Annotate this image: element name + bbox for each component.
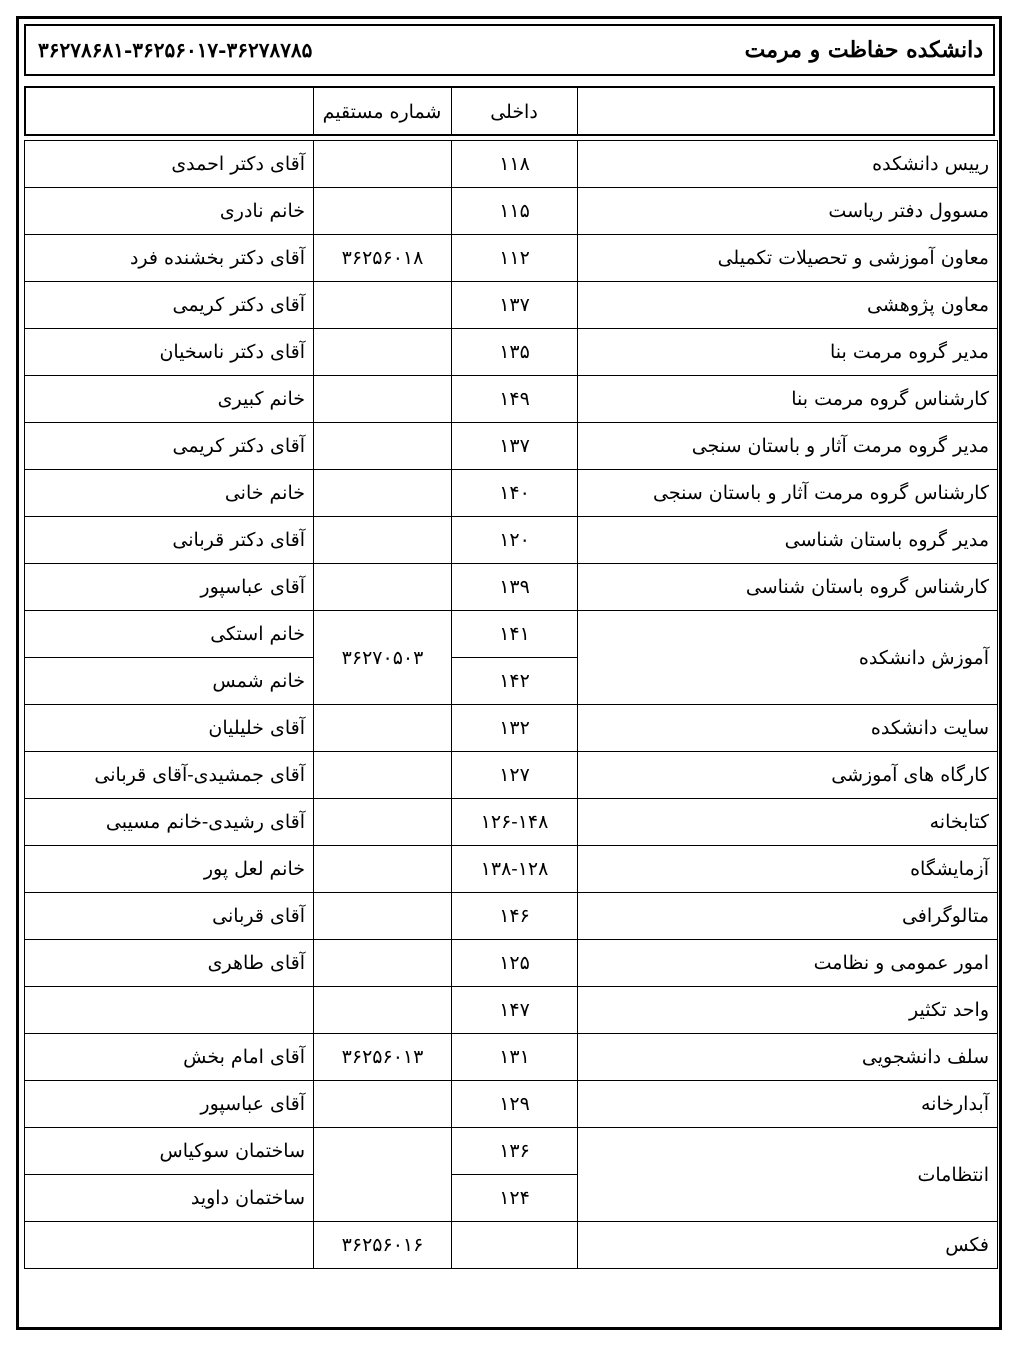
extension-cell: ۱۲۰	[452, 517, 578, 564]
table-row	[25, 564, 998, 611]
extension-cell: ۱۳۷	[452, 423, 578, 470]
table-row	[25, 940, 998, 987]
unit-cell: آبدارخانه	[578, 1081, 998, 1128]
header-person	[26, 88, 313, 136]
person-cell: آقای دکتر ناسخیان	[25, 329, 314, 376]
person-cell: آقای قربانی	[25, 893, 314, 940]
extension-cell: ۱۱۸	[452, 141, 578, 188]
table-row	[25, 329, 998, 376]
extension-cell: ۱۳۲	[452, 705, 578, 752]
direct-number-cell	[314, 846, 452, 893]
extension-cell: ۱۲۵	[452, 940, 578, 987]
person-cell: خانم استکی	[25, 611, 314, 658]
direct-number-cell	[314, 282, 452, 329]
unit-cell: کتابخانه	[578, 799, 998, 846]
direct-number-cell	[314, 329, 452, 376]
direct-number-cell	[314, 893, 452, 940]
direct-number-cell	[314, 752, 452, 799]
extension-cell: ۱۴۱	[452, 611, 578, 658]
table-row	[25, 752, 998, 799]
table-row	[25, 846, 998, 893]
extension-cell: ۱۳۵	[452, 329, 578, 376]
table-row	[25, 611, 998, 658]
extension-cell: ۱۲۷	[452, 752, 578, 799]
direct-number-cell	[314, 564, 452, 611]
extension-cell: ۱۴۰	[452, 470, 578, 517]
extension-cell: ۱۱۵	[452, 188, 578, 235]
faculty-name: دانشکده حفاظت و مرمت	[744, 37, 983, 63]
table-row	[25, 799, 998, 846]
table-row	[25, 1081, 998, 1128]
extension-cell: ۱۴۷	[452, 987, 578, 1034]
person-cell: آقای عباسپور	[25, 564, 314, 611]
direct-number-cell	[314, 705, 452, 752]
direct-number-cell	[314, 1081, 452, 1128]
direct-number-cell: ۳۶۲۵۶۰۱۳	[314, 1034, 452, 1081]
table-row	[25, 1222, 998, 1269]
person-cell: خانم نادری	[25, 188, 314, 235]
unit-cell: معاون آموزشی و تحصیلات تکمیلی	[578, 235, 998, 282]
phone-directory-table	[24, 140, 998, 1269]
unit-cell: مدیر گروه مرمت بنا	[578, 329, 998, 376]
unit-cell: انتظامات	[578, 1128, 998, 1222]
person-cell: آقای دکتر کریمی	[25, 282, 314, 329]
extension-cell: ۱۲۶-۱۴۸	[452, 799, 578, 846]
direct-number-cell	[314, 470, 452, 517]
unit-cell: سلف دانشجویی	[578, 1034, 998, 1081]
table-row	[25, 1034, 998, 1081]
person-cell: آقای خلیلیان	[25, 705, 314, 752]
extension-cell: ۱۳۶	[452, 1128, 578, 1175]
person-cell: آقای جمشیدی-آقای قربانی	[25, 752, 314, 799]
direct-number-cell	[314, 188, 452, 235]
direct-number-cell	[314, 1128, 452, 1222]
title-bar	[24, 24, 995, 76]
unit-cell: مدیر گروه باستان شناسی	[578, 517, 998, 564]
person-cell: آقای دکتر قربانی	[25, 517, 314, 564]
person-cell: آقای عباسپور	[25, 1081, 314, 1128]
extension-cell: ۱۱۲	[452, 235, 578, 282]
table-row	[25, 423, 998, 470]
unit-cell: کارشناس گروه مرمت بنا	[578, 376, 998, 423]
extension-cell: ۱۳۷	[452, 282, 578, 329]
direct-number-cell	[314, 799, 452, 846]
direct-number-cell: ۳۶۲۵۶۰۱۸	[314, 235, 452, 282]
person-cell: آقای دکتر احمدی	[25, 141, 314, 188]
person-cell: آقای رشیدی-خانم مسیبی	[25, 799, 314, 846]
header-unit	[577, 88, 993, 136]
person-cell: ساختمان سوکیاس	[25, 1128, 314, 1175]
person-cell: ساختمان داوید	[25, 1175, 314, 1222]
faculty-phone-numbers: ۳۶۲۷۸۶۸۱-۳۶۲۵۶۰۱۷-۳۶۲۷۸۷۸۵	[38, 38, 313, 62]
person-cell	[25, 987, 314, 1034]
person-cell: خانم شمس	[25, 658, 314, 705]
table-row	[25, 517, 998, 564]
extension-cell: ۱۳۹	[452, 564, 578, 611]
header-direct: شماره مستقیم	[313, 88, 451, 136]
unit-cell: آزمایشگاه	[578, 846, 998, 893]
table-row	[25, 282, 998, 329]
extension-cell: ۱۴۶	[452, 893, 578, 940]
header-extension: داخلی	[451, 88, 577, 136]
extension-cell: ۱۳۱	[452, 1034, 578, 1081]
unit-cell: واحد تکثیر	[578, 987, 998, 1034]
column-header	[26, 88, 993, 136]
unit-cell: فکس	[578, 1222, 998, 1269]
direct-number-cell	[314, 423, 452, 470]
extension-cell: ۱۳۸-۱۲۸	[452, 846, 578, 893]
table-row	[25, 141, 998, 188]
table-row	[25, 470, 998, 517]
extension-cell: ۱۴۹	[452, 376, 578, 423]
person-cell: آقای امام بخش	[25, 1034, 314, 1081]
unit-cell: امور عمومی و نظامت	[578, 940, 998, 987]
person-cell: خانم کبیری	[25, 376, 314, 423]
direct-number-cell	[314, 141, 452, 188]
unit-cell: متالوگرافی	[578, 893, 998, 940]
person-cell: آقای دکتر بخشنده فرد	[25, 235, 314, 282]
table-row	[25, 893, 998, 940]
extension-cell: ۱۲۹	[452, 1081, 578, 1128]
unit-cell: رییس دانشکده	[578, 141, 998, 188]
person-cell: آقای دکتر کریمی	[25, 423, 314, 470]
unit-cell: کارشناس گروه باستان شناسی	[578, 564, 998, 611]
person-cell: آقای طاهری	[25, 940, 314, 987]
person-cell: خانم خانی	[25, 470, 314, 517]
unit-cell: سایت دانشکده	[578, 705, 998, 752]
table-row	[25, 705, 998, 752]
table-row	[25, 1128, 998, 1175]
table-row	[25, 987, 998, 1034]
direct-number-cell	[314, 940, 452, 987]
unit-cell: مدیر گروه مرمت آثار و باستان سنجی	[578, 423, 998, 470]
person-cell	[25, 1222, 314, 1269]
unit-cell: معاون پژوهشی	[578, 282, 998, 329]
table-row	[25, 235, 998, 282]
extension-cell	[452, 1222, 578, 1269]
unit-cell: کارگاه های آموزشی	[578, 752, 998, 799]
extension-cell: ۱۴۲	[452, 658, 578, 705]
person-cell: خانم لعل پور	[25, 846, 314, 893]
direct-number-cell	[314, 517, 452, 564]
unit-cell: آموزش دانشکده	[578, 611, 998, 705]
table-row	[25, 188, 998, 235]
direct-number-cell	[314, 987, 452, 1034]
extension-cell: ۱۲۴	[452, 1175, 578, 1222]
direct-number-cell	[314, 376, 452, 423]
unit-cell: کارشناس گروه مرمت آثار و باستان سنجی	[578, 470, 998, 517]
direct-number-cell: ۳۶۲۷۰۵۰۳	[314, 611, 452, 705]
unit-cell: مسوول دفتر ریاست	[578, 188, 998, 235]
direct-number-cell: ۳۶۲۵۶۰۱۶	[314, 1222, 452, 1269]
table-row	[25, 376, 998, 423]
